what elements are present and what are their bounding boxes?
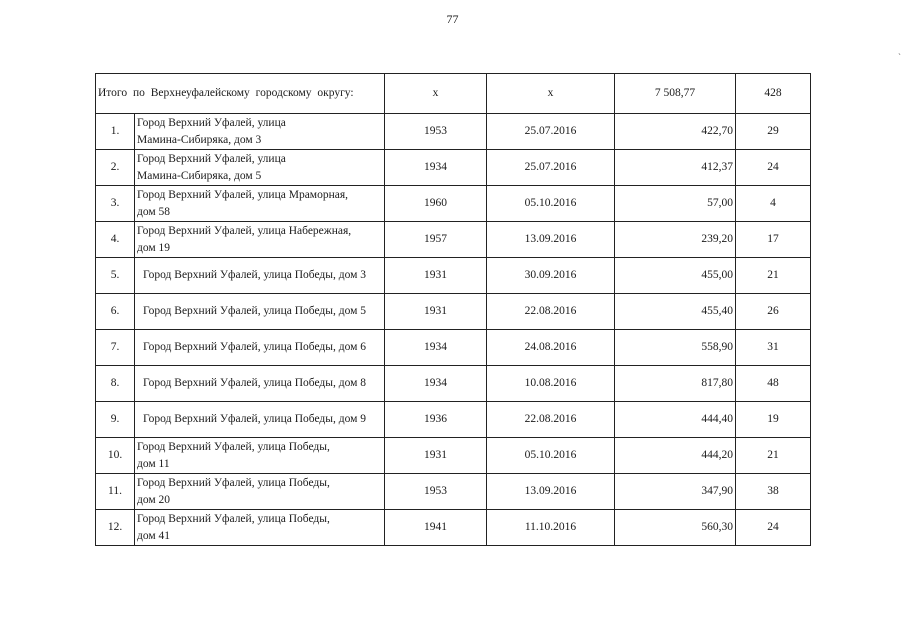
area-cell: 422,70 [615, 114, 736, 150]
row-number-cell: 7. [96, 330, 135, 366]
year-cell: 1957 [385, 222, 487, 258]
date-cell: 05.10.2016 [487, 186, 615, 222]
total-count-cell: 428 [736, 74, 811, 114]
date-cell: 22.08.2016 [487, 294, 615, 330]
total-date-cell: х [487, 74, 615, 114]
table-body [96, 74, 811, 546]
area-cell: 444,20 [615, 438, 736, 474]
area-cell: 560,30 [615, 510, 736, 546]
year-cell: 1934 [385, 330, 487, 366]
date-cell: 11.10.2016 [487, 510, 615, 546]
address-line-1: Город Верхний Уфалей, улица Победы, дом 8 [143, 377, 367, 389]
date-cell: 25.07.2016 [487, 150, 615, 186]
year-cell: 1936 [385, 402, 487, 438]
address-line-1: Город Верхний Уфалей, улица Победы, дом 3 [143, 269, 367, 281]
date-cell: 13.09.2016 [487, 474, 615, 510]
row-number-cell: 8. [96, 366, 135, 402]
address-line-1: Город Верхний Уфалей, улица Набережная, [137, 224, 352, 237]
table-row [96, 330, 811, 366]
area-cell: 347,90 [615, 474, 736, 510]
row-number-cell: 5. [96, 258, 135, 294]
year-cell: 1953 [385, 474, 487, 510]
date-cell: 05.10.2016 [487, 438, 615, 474]
table-row [96, 438, 811, 474]
row-number-cell: 12. [96, 510, 135, 546]
year-cell: 1931 [385, 438, 487, 474]
address-line-2: Мамина-Сибиряка, дом 3 [137, 133, 262, 146]
count-cell: 48 [736, 366, 811, 402]
address-cell [135, 330, 385, 366]
area-cell: 57,00 [615, 186, 736, 222]
year-cell: 1934 [385, 366, 487, 402]
date-cell: 30.09.2016 [487, 258, 615, 294]
address-line-2: дом 19 [137, 241, 171, 254]
date-cell: 13.09.2016 [487, 222, 615, 258]
area-cell: 444,40 [615, 402, 736, 438]
year-cell: 1953 [385, 114, 487, 150]
total-area-cell: 7 508,77 [615, 74, 736, 114]
address-cell [135, 510, 385, 546]
row-number-cell: 2. [96, 150, 135, 186]
count-cell: 38 [736, 474, 811, 510]
count-cell: 21 [736, 438, 811, 474]
total-year-cell: х [385, 74, 487, 114]
year-cell: 1931 [385, 258, 487, 294]
address-line-1: Город Верхний Уфалей, улица Мраморная, [137, 188, 348, 201]
count-cell: 26 [736, 294, 811, 330]
row-number-cell: 1. [96, 114, 135, 150]
address-line-2: Мамина-Сибиряка, дом 5 [137, 169, 262, 182]
address-line-1: Город Верхний Уфалей, улица Победы, дом 5 [143, 305, 367, 317]
table-row [96, 474, 811, 510]
address-cell [135, 294, 385, 330]
date-cell: 24.08.2016 [487, 330, 615, 366]
address-line-2: дом 20 [137, 493, 171, 506]
address-cell [135, 150, 385, 186]
address-line-1: Город Верхний Уфалей, улица Победы, [137, 440, 330, 453]
address-line-1: Город Верхний Уфалей, улица Победы, дом 6 [143, 341, 367, 353]
year-cell: 1931 [385, 294, 487, 330]
houses-table [95, 73, 811, 546]
address-line-2: дом 41 [137, 529, 171, 542]
address-cell [135, 366, 385, 402]
address-cell [135, 402, 385, 438]
table-row [96, 114, 811, 150]
area-cell: 817,80 [615, 366, 736, 402]
address-cell [135, 438, 385, 474]
table-row [96, 258, 811, 294]
margin-mark: ˋ [898, 52, 901, 62]
row-number-cell: 9. [96, 402, 135, 438]
table-row [96, 186, 811, 222]
count-cell: 24 [736, 150, 811, 186]
table-row [96, 150, 811, 186]
table-row [96, 402, 811, 438]
address-cell [135, 114, 385, 150]
date-cell: 25.07.2016 [487, 114, 615, 150]
count-cell: 17 [736, 222, 811, 258]
address-line-2: дом 11 [137, 457, 170, 470]
address-cell [135, 258, 385, 294]
date-cell: 10.08.2016 [487, 366, 615, 402]
total-row [96, 74, 811, 114]
address-line-1: Город Верхний Уфалей, улица Победы, [137, 512, 330, 525]
count-cell: 31 [736, 330, 811, 366]
address-line-1: Город Верхний Уфалей, улица Победы, [137, 476, 330, 489]
count-cell: 21 [736, 258, 811, 294]
table-row [96, 294, 811, 330]
area-cell: 239,20 [615, 222, 736, 258]
address-line-1: Город Верхний Уфалей, улица [137, 116, 286, 129]
year-cell: 1941 [385, 510, 487, 546]
address-cell [135, 186, 385, 222]
count-cell: 29 [736, 114, 811, 150]
table-row [96, 222, 811, 258]
date-cell: 22.08.2016 [487, 402, 615, 438]
area-cell: 412,37 [615, 150, 736, 186]
count-cell: 24 [736, 510, 811, 546]
year-cell: 1934 [385, 150, 487, 186]
row-number-cell: 3. [96, 186, 135, 222]
row-number-cell: 10. [96, 438, 135, 474]
area-cell: 455,00 [615, 258, 736, 294]
address-line-2: дом 58 [137, 205, 171, 218]
count-cell: 4 [736, 186, 811, 222]
address-cell [135, 222, 385, 258]
year-cell: 1960 [385, 186, 487, 222]
address-line-1: Город Верхний Уфалей, улица [137, 152, 286, 165]
row-number-cell: 6. [96, 294, 135, 330]
total-label: Итого по Верхнеуфалейскому городскому округу: [96, 74, 385, 114]
count-cell: 19 [736, 402, 811, 438]
address-cell [135, 474, 385, 510]
address-line-1: Город Верхний Уфалей, улица Победы, дом 9 [143, 413, 367, 425]
area-cell: 455,40 [615, 294, 736, 330]
table-row [96, 366, 811, 402]
row-number-cell: 4. [96, 222, 135, 258]
row-number-cell: 11. [96, 474, 135, 510]
page-number: 77 [446, 12, 459, 26]
table-row [96, 510, 811, 546]
area-cell: 558,90 [615, 330, 736, 366]
